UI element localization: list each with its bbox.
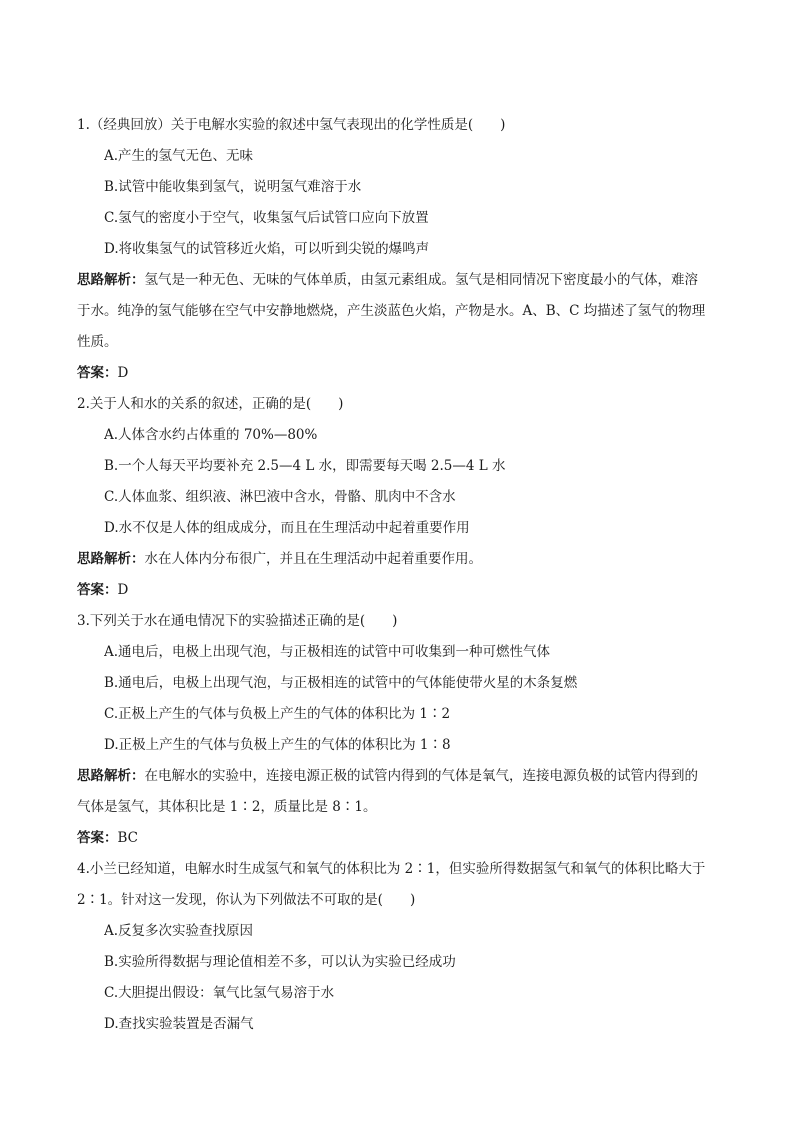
question-2-stem: 2.关于人和水的关系的叙述，正确的是( ) [77,396,344,412]
analysis-label: 思路解析： [77,272,145,288]
question-3-analysis-line-1 [77,767,724,785]
analysis-label: 思路解析： [77,551,145,567]
answer-value: D [117,365,129,381]
question-3-option-d: D.正极上产生的气体与负极上产生的气体的体积比为 1∶8 [104,737,451,753]
question-2-option-c: C.人体血浆、组织液、淋巴液中含水，骨骼、肌肉中不含水 [104,489,456,505]
analysis-text: 在电解水的实验中，连接电源正极的试管内得到的气体是氧气，连接电源负极的试管内得到的 [144,768,698,784]
question-1-option-b: B.试管中能收集到氢气，说明氢气难溶于水 [104,179,362,195]
question-2-option-b: B.一个人每天平均要补充 2.5—4 L 水，即需要每天喝 2.5—4 L 水 [104,458,506,474]
question-3-option-b: B.通电后，电极上出现气泡，与正极相连的试管中的气体能使带火星的木条复燃 [104,675,578,691]
answer-label: 答案： [77,365,118,381]
analysis-text: 水在人体内分布很广，并且在生理活动中起着重要作用。 [144,551,482,567]
question-1-analysis-line-3: 性质。 [77,334,118,350]
question-3-stem: 3.下列关于水在通电情况下的实验描述正确的是( ) [77,613,398,629]
question-1-option-d: D.将收集氢气的试管移近火焰，可以听到尖锐的爆鸣声 [104,241,430,257]
question-2-answer [77,581,724,599]
question-1-analysis-line-2: 于水。纯净的氢气能够在空气中安静地燃烧，产生淡蓝色火焰，产物是水。A、B、C 均描述了氢气的物理 [77,303,706,319]
answer-label: 答案： [77,582,118,598]
question-2-analysis-line-1 [77,550,724,568]
analysis-text: 氢气是一种无色、无味的气体单质，由氢元素组成。氢气是相同情况下密度最小的气体，难溶 [144,272,698,288]
analysis-label: 思路解析： [77,768,145,784]
question-2-option-a: A.人体含水约占体重的 70%—80% [104,427,318,443]
answer-value: D [117,582,129,598]
question-4-option-d: D.查找实验装置是否漏气 [104,1016,254,1032]
question-1-option-c: C.氢气的密度小于空气，收集氢气后试管口应向下放置 [104,210,429,226]
answer-value: BC [117,830,139,846]
question-3-option-a: A.通电后，电极上出现气泡，与正极相连的试管中可收集到一种可燃性气体 [104,644,551,660]
question-3-analysis-line-2: 气体是氢气，其体积比是 1∶2，质量比是 8∶1。 [77,799,377,815]
question-4-stem-line-1: 4.小兰已经知道，电解水时生成氢气和氧气的体积比为 2∶1，但实验所得数据氢气和氧气的体积比略大于 [77,861,706,877]
question-3-option-c: C.正极上产生的气体与负极上产生的气体的体积比为 1∶2 [104,706,451,722]
question-4-option-a: A.反复多次实验查找原因 [104,923,254,939]
question-4-stem-line-2: 2∶1。针对这一发现，你认为下列做法不可取的是( ) [77,892,416,908]
question-4-option-b: B.实验所得数据与理论值相差不多，可以认为实验已经成功 [104,954,456,970]
question-4-option-c: C.大胆提出假设：氧气比氢气易溶于水 [104,985,335,1001]
answer-label: 答案： [77,830,118,846]
question-3-answer [77,829,724,847]
question-2-option-d: D.水不仅是人体的组成成分，而且在生理活动中起着重要作用 [104,520,470,536]
question-1-stem: 1.（经典回放）关于电解水实验的叙述中氢气表现出的化学性质是( ) [77,117,506,133]
question-1-option-a: A.产生的氢气无色、无味 [104,148,254,164]
question-1-analysis-line-1 [77,271,724,289]
question-1-answer [77,364,724,382]
